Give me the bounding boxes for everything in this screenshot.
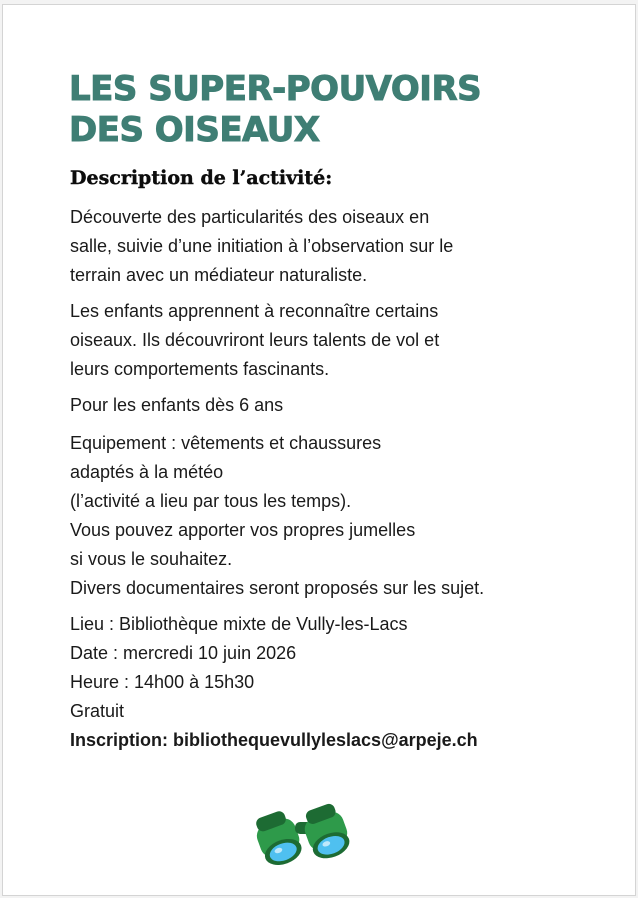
age-paragraph bbox=[70, 391, 610, 420]
text-line: oiseaux. Ils découvriront leurs talents de vol et bbox=[70, 330, 440, 350]
price: Gratuit bbox=[70, 701, 125, 721]
text-line: Découverte des particularités des oiseaux en bbox=[70, 207, 430, 227]
text-line: si vous le souhaitez. bbox=[70, 549, 233, 569]
text-line: terrain avec un médiateur naturaliste. bbox=[70, 265, 368, 285]
date: Date : mercredi 10 juin 2026 bbox=[70, 643, 297, 663]
equipment-paragraph bbox=[70, 429, 610, 603]
text-line: Pour les enfants dès 6 ans bbox=[70, 395, 284, 415]
location: Lieu : Bibliothèque mixte de Vully-les-Lacs bbox=[70, 614, 408, 634]
children-paragraph bbox=[70, 297, 610, 384]
text-line: leurs comportements fascinants. bbox=[70, 359, 330, 379]
title-line-2: DES OISEAUX bbox=[69, 110, 320, 150]
text-line: (l’activité a lieu par tous les temps). bbox=[70, 491, 352, 511]
details-block bbox=[70, 610, 610, 755]
description-heading: Description de l’activité: bbox=[70, 167, 333, 189]
flyer-body bbox=[70, 203, 610, 755]
text-line: Divers documentaires seront proposés sur les sujet. bbox=[70, 578, 485, 598]
text-line: salle, suivie d’une initiation à l’observation sur le bbox=[70, 236, 454, 256]
text-line: Vous pouvez apporter vos propres jumelles bbox=[70, 520, 416, 540]
intro-paragraph bbox=[70, 203, 610, 290]
text-line: Les enfants apprennent à reconnaître certains bbox=[70, 301, 439, 321]
registration: Inscription: bibliothequevullyleslacs@arpeje.ch bbox=[70, 730, 478, 750]
binoculars-icon bbox=[251, 800, 359, 872]
text-line: adaptés à la météo bbox=[70, 462, 224, 482]
text-line: Equipement : vêtements et chaussures bbox=[70, 433, 382, 453]
page-title bbox=[69, 69, 481, 151]
time: Heure : 14h00 à 15h30 bbox=[70, 672, 255, 692]
flyer-page bbox=[2, 4, 636, 896]
title-line-1: LES SUPER-POUVOIRS bbox=[69, 69, 482, 109]
